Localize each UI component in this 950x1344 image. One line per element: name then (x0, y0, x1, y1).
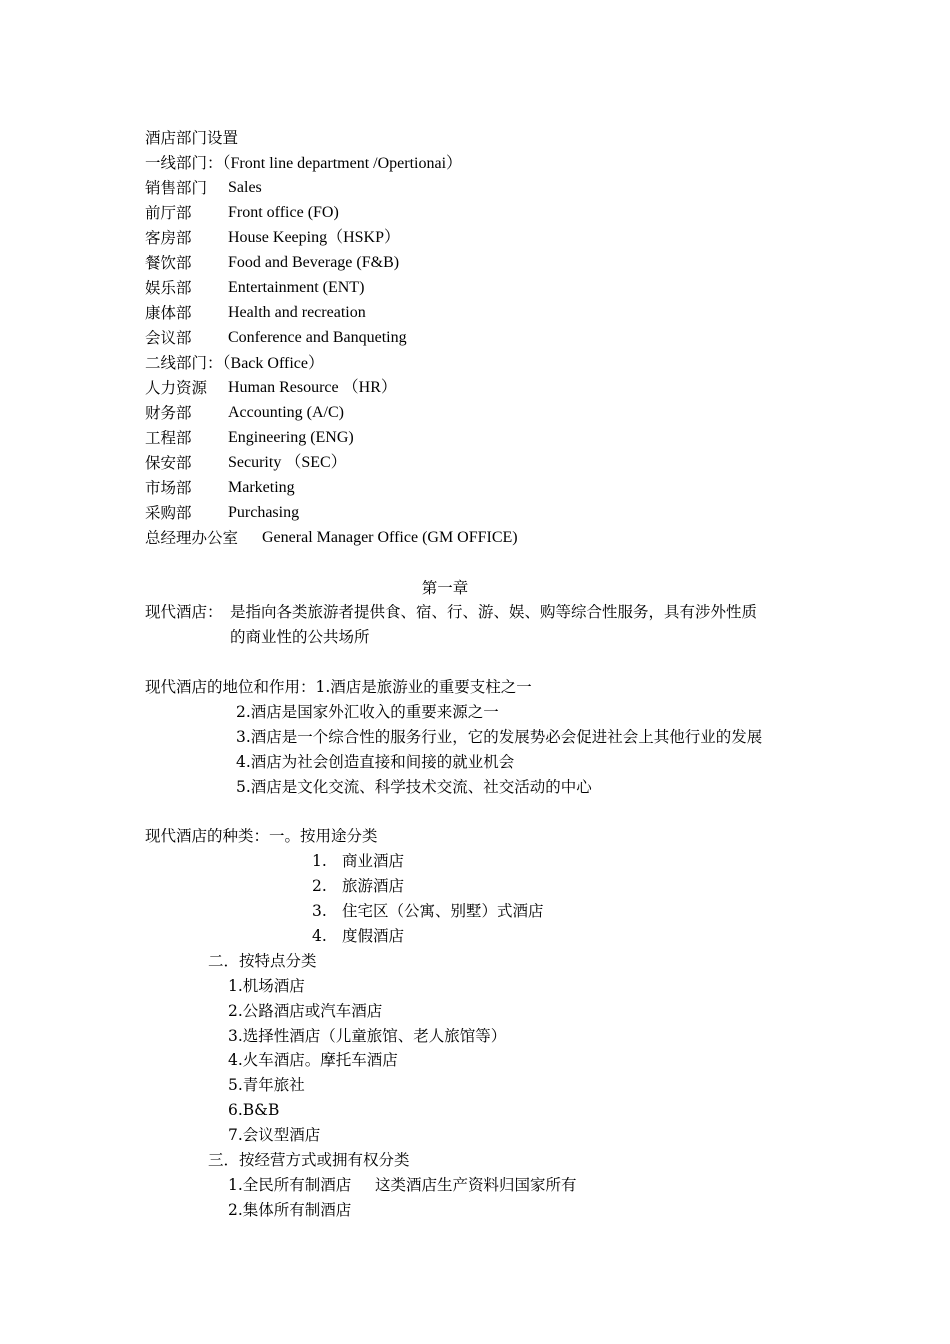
list-item: 2.集体所有制酒店 (228, 1201, 352, 1219)
dept-en: Human Resource （HR） (228, 379, 397, 396)
dept-cn: 康体部 (145, 304, 192, 322)
roles-label: 现代酒店的地位和作用： (145, 678, 316, 696)
roles-item: 1.酒店是旅游业的重要支柱之一 (315, 678, 532, 696)
dept-cn: 餐饮部 (145, 254, 192, 272)
list-item: 1.全民所有制酒店 (228, 1176, 352, 1194)
back-line-label: 二线部门： (145, 354, 223, 372)
types-label: 现代酒店的种类： (145, 827, 270, 845)
dept-cn: 娱乐部 (145, 279, 192, 297)
document-heading: 酒店部门设置 (145, 129, 239, 147)
front-line-header (145, 153, 462, 174)
definition-line: 是指向各类旅游者提供食、宿、行、游、娱、购等综合性服务，具有涉外性质 (230, 603, 758, 621)
front-line-label: 一线部门： (145, 154, 223, 172)
back-line-english: （Back Office） (222, 355, 324, 372)
roles-item: 2.酒店是国家外汇收入的重要来源之一 (236, 703, 499, 721)
dept-en: Health and recreation (228, 304, 366, 321)
dept-en: Conference and Banqueting (228, 329, 407, 346)
list-number: 1. (312, 852, 327, 870)
dept-cn: 会议部 (145, 329, 192, 347)
dept-en: Front office (FO) (228, 204, 339, 221)
roles-item: 3.酒店是一个综合性的服务行业，它的发展势必会促进社会上其他行业的发展 (236, 728, 763, 746)
dept-cn: 采购部 (145, 504, 192, 522)
dept-en: Food and Beverage (F&B) (228, 254, 400, 271)
dept-cn: 客房部 (145, 229, 192, 247)
list-item: 度假酒店 (342, 927, 405, 945)
roles-header (145, 677, 532, 697)
dept-cn: 人力资源 (145, 379, 208, 397)
dept-en: Security （SEC） (228, 454, 347, 471)
list-item: 旅游酒店 (342, 877, 405, 895)
list-item: 6.B&B (228, 1101, 280, 1119)
roles-item: 5.酒店是文化交流、科学技术交流、社交活动的中心 (236, 778, 592, 796)
chapter-title: 第一章 (421, 579, 469, 597)
definition-line: 的商业性的公共场所 (230, 628, 370, 646)
list-number: 4. (312, 927, 327, 945)
dept-cn: 前厅部 (145, 204, 192, 222)
list-item: 5.青年旅社 (228, 1076, 305, 1094)
dept-cn: 工程部 (145, 429, 192, 447)
list-item: 住宅区（公寓、别墅）式酒店 (342, 902, 544, 920)
dept-cn: 财务部 (145, 404, 192, 422)
dept-en: Sales (228, 179, 262, 196)
list-item: 2.公路酒店或汽车酒店 (228, 1002, 383, 1020)
back-line-header (145, 353, 324, 374)
roles-item: 4.酒店为社会创造直接和间接的就业机会 (236, 753, 515, 771)
dept-en: Marketing (228, 479, 295, 496)
list-item: 4.火车酒店。摩托车酒店 (228, 1051, 398, 1069)
list-item: 1.机场酒店 (228, 977, 305, 995)
types-header (145, 826, 378, 846)
definition-term: 现代酒店： (145, 603, 223, 621)
list-item: 7.会议型酒店 (228, 1126, 321, 1144)
dept-cn: 保安部 (145, 454, 192, 472)
dept-en: Purchasing (228, 504, 300, 521)
gm-office-cn: 总经理办公室 (145, 529, 239, 547)
dept-cn: 市场部 (145, 479, 192, 497)
gm-office-en: General Manager Office (GM OFFICE) (262, 529, 518, 546)
dept-en: Engineering (ENG) (228, 429, 354, 446)
dept-en: Accounting (A/C) (228, 404, 344, 421)
list-item: 商业酒店 (342, 852, 405, 870)
list-number: 2. (312, 877, 327, 895)
dept-en: Entertainment (ENT) (228, 279, 365, 296)
list-number: 3. (312, 902, 327, 920)
dept-cn: 销售部门 (145, 179, 208, 197)
types-group2-title: 二．按特点分类 (208, 952, 317, 970)
list-item-note: 这类酒店生产资料归国家所有 (375, 1176, 577, 1194)
types-group1-title: 一。按用途分类 (269, 827, 378, 845)
front-line-english: （Front line department /Opertionai） (222, 155, 463, 172)
list-item: 3.选择性酒店（儿童旅馆、老人旅馆等） (228, 1027, 507, 1045)
dept-en: House Keeping（HSKP） (228, 229, 400, 246)
types-group3-title: 三．按经营方式或拥有权分类 (208, 1151, 410, 1169)
